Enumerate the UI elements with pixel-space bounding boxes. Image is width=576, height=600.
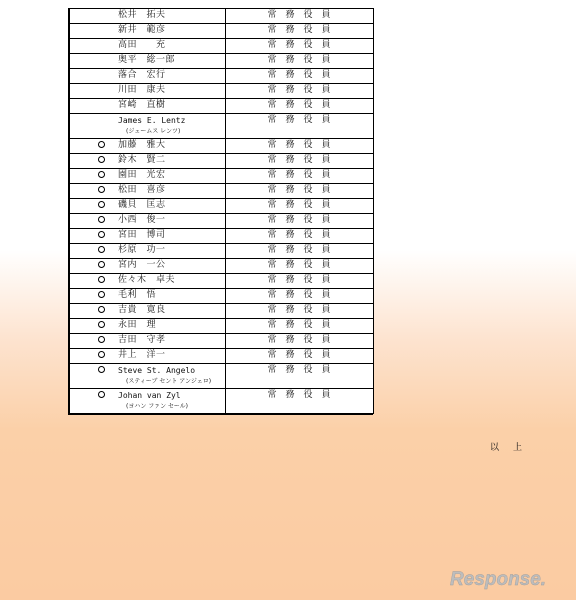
position-title: 常務役員 bbox=[226, 364, 374, 389]
name-cell bbox=[70, 139, 226, 154]
new-appointment-circle-icon bbox=[98, 201, 105, 208]
executive-name: Johan van Zyl bbox=[118, 391, 181, 400]
new-appointment-circle-icon bbox=[98, 261, 105, 268]
table-row bbox=[70, 259, 374, 274]
table-row bbox=[70, 184, 374, 199]
table-row bbox=[70, 274, 374, 289]
table-row bbox=[70, 304, 374, 319]
table-row bbox=[70, 214, 374, 229]
position-title: 常務役員 bbox=[226, 349, 374, 364]
name-cell bbox=[70, 319, 226, 334]
name-reading: (スティーブ セント アンジェロ) bbox=[126, 378, 212, 385]
table-row bbox=[70, 69, 374, 84]
name-cell bbox=[70, 69, 226, 84]
name-cell bbox=[70, 24, 226, 39]
name-reading: (ヨハン ファン セール) bbox=[126, 403, 189, 410]
name-cell bbox=[70, 334, 226, 349]
new-appointment-circle-icon bbox=[98, 156, 105, 163]
table-row bbox=[70, 389, 374, 414]
name-cell bbox=[70, 364, 226, 389]
name-cell bbox=[70, 84, 226, 99]
new-appointment-circle-icon bbox=[98, 216, 105, 223]
new-appointment-circle-icon bbox=[98, 306, 105, 313]
position-title: 常務役員 bbox=[226, 304, 374, 319]
position-title: 常務役員 bbox=[226, 69, 374, 84]
new-appointment-circle-icon bbox=[98, 186, 105, 193]
closing-text: 以上 bbox=[490, 443, 537, 453]
table-row bbox=[70, 24, 374, 39]
table-row bbox=[70, 349, 374, 364]
table-row bbox=[70, 199, 374, 214]
new-appointment-circle-icon bbox=[98, 171, 105, 178]
new-appointment-circle-icon bbox=[98, 321, 105, 328]
position-title: 常務役員 bbox=[226, 84, 374, 99]
position-title: 常務役員 bbox=[226, 319, 374, 334]
table-row bbox=[70, 139, 374, 154]
new-appointment-circle-icon bbox=[98, 141, 105, 148]
name-cell bbox=[70, 304, 226, 319]
new-appointment-circle-icon bbox=[98, 291, 105, 298]
executive-name: 松井 拓夫 bbox=[118, 10, 166, 20]
table-row bbox=[70, 99, 374, 114]
new-appointment-circle-icon bbox=[98, 231, 105, 238]
executive-name: 吉貴 寛良 bbox=[118, 305, 166, 315]
name-reading: (ジェームス レンツ) bbox=[126, 128, 181, 135]
name-cell bbox=[70, 169, 226, 184]
executive-name: Steve St. Angelo bbox=[118, 366, 196, 375]
executive-name: 新井 範彦 bbox=[118, 25, 166, 35]
executive-name: 佐々木 卓夫 bbox=[118, 275, 176, 285]
executive-name: 杉原 功一 bbox=[118, 245, 166, 255]
position-title: 常務役員 bbox=[226, 24, 374, 39]
table-row bbox=[70, 9, 374, 24]
executive-name: 小西 俊一 bbox=[118, 215, 166, 225]
new-appointment-circle-icon bbox=[98, 276, 105, 283]
table-row bbox=[70, 84, 374, 99]
position-title: 常務役員 bbox=[226, 184, 374, 199]
name-cell bbox=[70, 9, 226, 24]
executive-rows bbox=[70, 9, 374, 414]
position-title: 常務役員 bbox=[226, 169, 374, 184]
table-row bbox=[70, 229, 374, 244]
table-row bbox=[70, 289, 374, 304]
name-cell bbox=[70, 349, 226, 364]
executive-name: 吉田 守孝 bbox=[118, 335, 166, 345]
executive-name: 松田 喜彦 bbox=[118, 185, 166, 195]
response-logo bbox=[446, 564, 568, 592]
position-title: 常務役員 bbox=[226, 9, 374, 24]
position-title: 常務役員 bbox=[226, 274, 374, 289]
position-title: 常務役員 bbox=[226, 229, 374, 244]
table-row bbox=[70, 169, 374, 184]
table-row bbox=[70, 54, 374, 69]
position-title: 常務役員 bbox=[226, 244, 374, 259]
position-title: 常務役員 bbox=[226, 39, 374, 54]
executive-name: James E. Lentz bbox=[118, 116, 186, 125]
name-cell bbox=[70, 274, 226, 289]
executive-name: 磯貝 匡志 bbox=[118, 200, 166, 210]
executive-name: 鈴木 賢二 bbox=[118, 155, 166, 165]
position-title: 常務役員 bbox=[226, 139, 374, 154]
executive-name: 井上 洋一 bbox=[118, 350, 166, 360]
executive-name: 永田 理 bbox=[118, 320, 157, 330]
executive-name: 高田 充 bbox=[118, 40, 166, 50]
table-row bbox=[70, 114, 374, 139]
executive-name: 毛利 悟 bbox=[118, 290, 157, 300]
table-row bbox=[70, 244, 374, 259]
position-title: 常務役員 bbox=[226, 289, 374, 304]
executive-name: 宮田 博司 bbox=[118, 230, 166, 240]
name-cell bbox=[70, 259, 226, 274]
name-cell bbox=[70, 229, 226, 244]
name-cell bbox=[70, 184, 226, 199]
executive-name: 奥平 総一郎 bbox=[118, 55, 176, 65]
executive-name: 宮崎 直樹 bbox=[118, 100, 166, 110]
table-row bbox=[70, 154, 374, 169]
executive-list-table bbox=[68, 8, 373, 415]
position-title: 常務役員 bbox=[226, 259, 374, 274]
name-cell bbox=[70, 244, 226, 259]
name-cell bbox=[70, 114, 226, 139]
new-appointment-circle-icon bbox=[98, 366, 105, 373]
name-cell bbox=[70, 39, 226, 54]
executive-name: 川田 康夫 bbox=[118, 85, 166, 95]
new-appointment-circle-icon bbox=[98, 351, 105, 358]
position-title: 常務役員 bbox=[226, 54, 374, 69]
position-title: 常務役員 bbox=[226, 114, 374, 139]
position-title: 常務役員 bbox=[226, 334, 374, 349]
new-appointment-circle-icon bbox=[98, 391, 105, 398]
table-row bbox=[70, 39, 374, 54]
position-title: 常務役員 bbox=[226, 389, 374, 414]
name-cell bbox=[70, 154, 226, 169]
executive-name: 園田 光宏 bbox=[118, 170, 166, 180]
name-cell bbox=[70, 199, 226, 214]
position-title: 常務役員 bbox=[226, 214, 374, 229]
executive-name: 落合 宏行 bbox=[118, 70, 166, 80]
name-cell bbox=[70, 389, 226, 414]
new-appointment-circle-icon bbox=[98, 336, 105, 343]
svg-text:Response.: Response. bbox=[450, 569, 547, 590]
new-appointment-circle-icon bbox=[98, 246, 105, 253]
table-row bbox=[70, 319, 374, 334]
name-cell bbox=[70, 214, 226, 229]
position-title: 常務役員 bbox=[226, 154, 374, 169]
executive-name: 宮内 一公 bbox=[118, 260, 166, 270]
table-row bbox=[70, 334, 374, 349]
name-cell bbox=[70, 99, 226, 114]
executive-name: 加藤 雅大 bbox=[118, 140, 166, 150]
position-title: 常務役員 bbox=[226, 199, 374, 214]
table-row bbox=[70, 364, 374, 389]
position-title: 常務役員 bbox=[226, 99, 374, 114]
name-cell bbox=[70, 54, 226, 69]
name-cell bbox=[70, 289, 226, 304]
